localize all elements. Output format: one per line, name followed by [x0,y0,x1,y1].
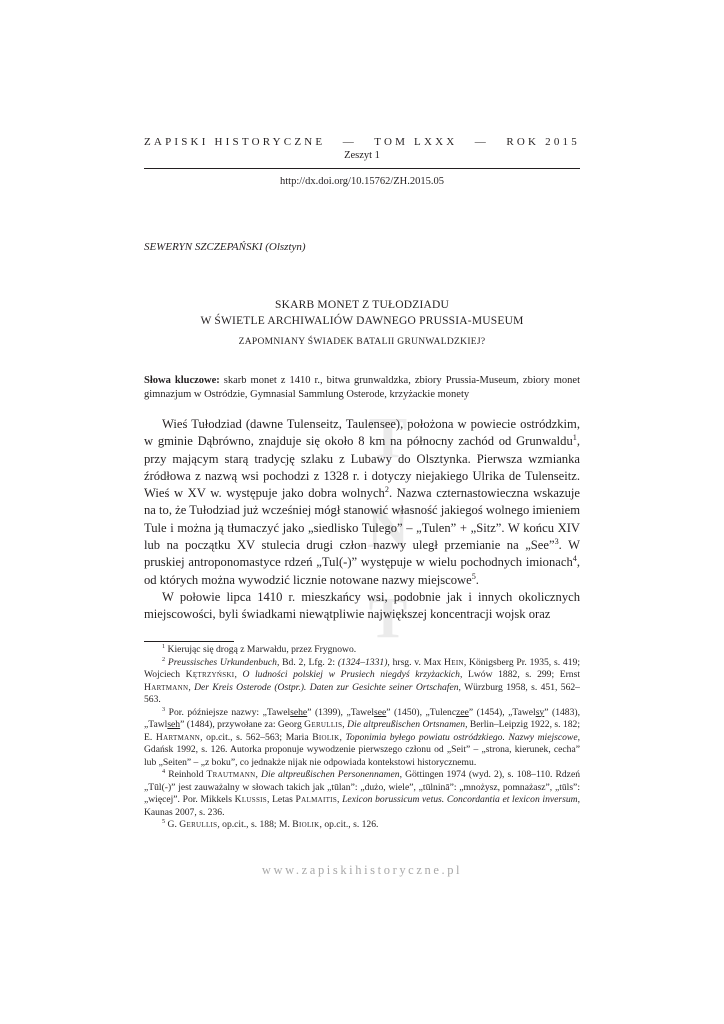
text-run: , [337,794,343,805]
issue-number: Zeszyt 1 [344,150,380,161]
citation-title: Die altpreußischen Personennamen [261,769,400,780]
footnote-ref[interactable]: 4 [572,554,577,564]
header-dash: — [342,136,357,148]
text-run: , Kaunas 2007, s. 236. [144,794,580,818]
footnote-number: 2 [162,655,166,663]
text-run: , [188,681,195,693]
text-run: , Königsberg Pr. 1935, s. 419; Wojciech [144,656,580,680]
footnote-ref[interactable]: 3 [554,536,559,546]
author-surname: Gerullis [179,819,218,830]
footnote [144,819,580,832]
footnotes [144,644,580,832]
text-run: , Göttingen 1974 (wyd. 2), s. 108–110. Rdzeń „Tūl(-)” jest zauważalny w słowach takich jak „tūlan”: „dużo, wiele”, „tūlninā”: „mnożysz, pomnażasz”, „tūls”: „więcej”. Por. Mikkels [144,769,580,805]
text-run: , hrsg. v. Max [387,656,445,668]
keywords-text: skarb monet z 1410 r., bitwa grunwaldzka, zbiory Prussia-Museum, zbiory monet gimnazjum w Ostródzie, Gymnasial Sammlung Osterode, krzyżackie monety [144,375,580,400]
watermark-letter: T [368,405,408,470]
journal-volume: TOM LXXX [374,136,458,148]
doi-link[interactable]: http://dx.doi.org/10.15762/ZH.2015.05 [279,176,445,187]
text-run: ” (1450), „Tulenc [386,706,457,718]
text-run: . W pruskiej antroponomastyce rdzeń „Tul(-)” występuje w wielu pochodnych imionach [144,538,580,570]
text-run: , op.cit., s. 188; M. [217,819,293,830]
footnote-number: 3 [162,705,166,713]
author-surname: Palmaitis [295,794,338,805]
article-page [144,0,580,1024]
footnote [144,657,580,707]
journal-website[interactable]: www.zapiskihistoryczne.pl [261,863,463,877]
text-run: ” (1484), przywołane za: Georg [180,719,305,730]
author-surname: Trautmann [206,769,256,780]
text-run: . Nazwa czternastowieczna wskazuje na to, że Tułodziad już wcześniej mógł stanowić własność jakiegoś wolnego imieniem Tule i można ją tłumaczyć jako „siedlisko Tulego” – „Tulen” + „Sitz”. W końcu XIV lub na początku XV stulecia drugi człon nazwy uległ przemianie na „See” [144,486,580,553]
text-run: , [339,731,346,743]
footnote-number: 1 [162,642,166,650]
journal-year: ROK 2015 [506,136,580,148]
text-run: , Berlin–Leipzig 1922, s. 182; E. [144,719,580,743]
author-surname: Klussis [234,794,267,805]
author-surname: Hartmann [155,731,201,743]
text-run: , op.cit., s. 562–563; Maria [200,731,313,743]
citation-title: O ludności polskiej w Prusiech niegdyś krzyżackich [242,669,460,680]
footnote [144,644,580,657]
text-run: , Bd. 2, Lfg. 2: [276,656,338,668]
journal-title: ZAPISKI HISTORYCZNE [144,136,326,148]
text-run: Por. późniejsze nazwy: „Tawel [168,706,291,718]
author-surname: Hartmann [144,681,189,693]
text-run: , op.cit., s. 126. [319,819,379,830]
text-run: Kierując się drogą z Marwałdu, przez Frygnowo. [167,644,357,655]
text-run: , [234,669,243,680]
text-run: , Lwów 1882, s. 299; Ernst [459,669,580,680]
article-subtitle: ZAPOMNIANY ŚWIADEK BATALII GRUNWALDZKIEJ? [238,337,486,347]
citation-title: Toponimia byłego powiatu ostródzkiego. Nazwy miejscowe [345,731,578,743]
text-run: ” (1483), „Tawl [144,706,580,730]
footnote-divider [144,641,234,642]
text-run: , Gdańsk 1992, s. 126. Autorka proponuje wywodzenie pierwszego członu od „Seit” – „strona, kierunek, cecha” lub „Seiten” – „z boku”, co jednakże nijak nie odpowiada kontekstowi historycznemu. [144,731,580,768]
header-divider [144,168,580,169]
keywords [144,374,580,401]
paragraph [144,416,580,589]
title-line: SKARB MONET Z TUŁODZIADU [275,299,449,311]
keywords-label: Słowa kluczowe: [144,375,220,386]
author-name: SEWERYN SZCZEPAŃSKI (Olsztyn) [144,241,306,253]
underlined-suffix: see [374,706,387,718]
citation-title: Preussisches Urkundenbuch [167,656,277,668]
text-run: , Letas [267,794,296,805]
text-run: G. [167,819,180,830]
article-title [144,298,580,329]
paragraph: W połowie lipca 1410 r. mieszkańcy wsi, podobnie jak i innych okolicznych miejscowości, byli świadkami niewątpliwie największej koncentracji wojsk oraz [144,589,580,622]
footnote-number: 5 [162,817,166,825]
citation-title: Die altpreußischen Ortsnamen [347,719,466,730]
text-run: , [255,769,262,780]
text-run: , [342,719,348,730]
text-run: ” (1454), „Tawel [468,706,536,718]
citation-title: Lexicon borussicum vetus. Concordantia et lexicon inversum [342,794,578,805]
citation-title: (1324–1331) [337,656,388,668]
watermark-letter: N [367,495,409,560]
underlined-suffix: zee [456,706,469,718]
footnote-ref[interactable]: 2 [384,485,389,494]
author-surname: Biolik [292,819,320,830]
text-run: ” (1399), „Tawel [307,706,375,718]
text-run: . [475,572,479,587]
author-surname: Hein [444,656,464,668]
footnote-number: 4 [162,767,166,775]
underlined-suffix: sy [535,706,545,718]
text-run: Reinhold [168,769,207,780]
author-surname: Kętrzyński [185,669,235,680]
watermark-letter: T [368,585,408,650]
text-run: , od których można wywodzić licznie notowane nazwy miejscowe [144,555,580,587]
footnote-ref[interactable]: 5 [471,571,476,581]
footnote-ref[interactable]: 1 [572,433,577,443]
footnote [144,769,580,819]
text-run: , Würzburg 1958, s. 451, 562–563. [144,681,580,705]
footnote [144,707,580,770]
text-run: Wieś Tułodziad (dawne Tulenseitz, Taulensee), położona w powiecie ostródzkim, w gminie Dąbrówno, znajduje się około 8 km na północny zachód od Grunwaldu [144,417,580,449]
author-surname: Gerullis [304,719,343,730]
header-dash: — [474,136,489,148]
citation-title: Der Kreis Osterode (Ostpr.). Daten zur Gesichte seiner Ortschafen [194,681,459,693]
underlined-suffix: seh [167,719,181,730]
author-surname: Biolik [312,731,340,743]
underlined-suffix: sehe [290,706,308,718]
body-text [144,416,580,624]
text-run: , przy mającym starą tradycję szlaku z Lubawy do Olsztynka. Pierwsza wzmianka źródłowa z nazwą wsi pochodzi z 1328 r. i dotyczy niejakiego Ulrika de Tulenseitz. Wieś w XV w. występuje jako dobra wolnych [144,434,580,501]
title-line: W ŚWIETLE ARCHIWALIÓW DAWNEGO PRUSSIA-MUSEUM [200,314,524,327]
journal-header [144,136,580,148]
